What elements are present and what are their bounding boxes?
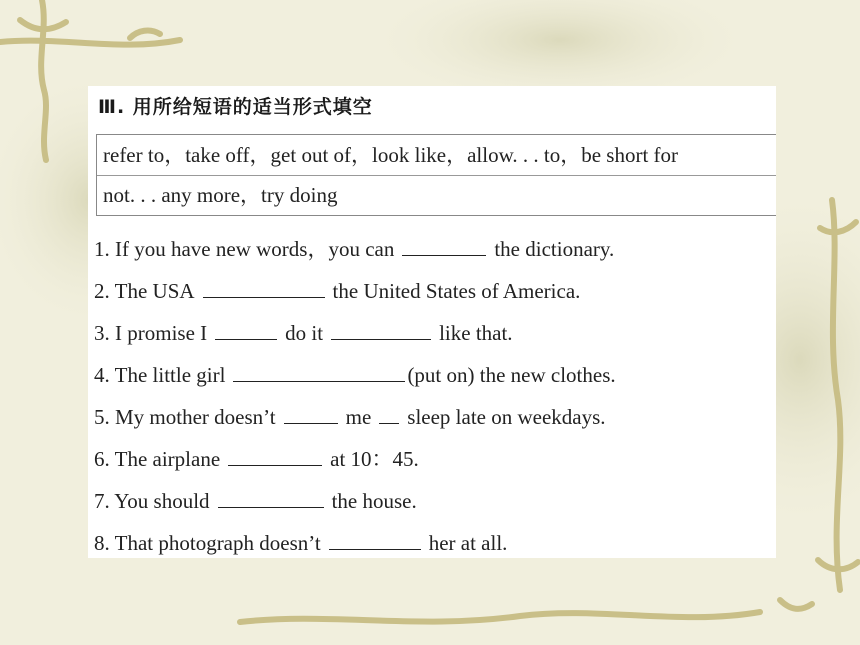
question-8 xyxy=(94,528,507,558)
question-text: My mother doesn’t xyxy=(115,405,276,429)
question-3 xyxy=(94,318,513,348)
phrase-row-2: not. . . any more，try doing xyxy=(103,183,338,207)
section-heading: Ⅲ. 用所给短语的适当形式填空 xyxy=(98,96,373,118)
answer-blank[interactable] xyxy=(402,235,486,256)
question-1 xyxy=(94,234,614,264)
phrase-box xyxy=(96,134,776,216)
question-number: 4. xyxy=(94,363,110,387)
answer-blank[interactable] xyxy=(228,445,322,466)
question-number: 2. xyxy=(94,279,110,303)
question-6 xyxy=(94,444,419,474)
question-4 xyxy=(94,360,616,390)
answer-blank[interactable] xyxy=(233,361,405,382)
phrase-row-1: refer to，take off，get out of，look like，allow. . . to，be short for xyxy=(103,143,679,167)
question-text: like that. xyxy=(439,321,513,345)
answer-blank[interactable] xyxy=(379,403,399,424)
question-text: (put on) the new clothes. xyxy=(407,363,616,387)
question-7 xyxy=(94,486,417,516)
answer-blank[interactable] xyxy=(329,529,421,550)
question-2 xyxy=(94,276,580,306)
question-number: 6. xyxy=(94,447,110,471)
question-text: You should xyxy=(114,489,210,513)
answer-blank[interactable] xyxy=(331,319,431,340)
question-text: sleep late on weekdays. xyxy=(407,405,606,429)
question-text: do it xyxy=(285,321,324,345)
exercise-sheet xyxy=(88,86,776,558)
answer-blank[interactable] xyxy=(284,403,338,424)
question-text: The airplane xyxy=(114,447,221,471)
question-number: 3. xyxy=(94,321,110,345)
question-text: If you have new words，you can xyxy=(115,237,395,261)
question-text: That photograph doesn’t xyxy=(114,531,321,555)
question-number: 7. xyxy=(94,489,110,513)
question-number: 8. xyxy=(94,531,110,555)
question-text: The little girl xyxy=(114,363,226,387)
question-text: at 10：45. xyxy=(330,447,419,471)
question-number: 5. xyxy=(94,405,110,429)
question-text: me xyxy=(345,405,372,429)
question-5 xyxy=(94,402,606,432)
question-text: the house. xyxy=(331,489,417,513)
question-text: I promise I xyxy=(115,321,208,345)
answer-blank[interactable] xyxy=(218,487,324,508)
question-text: The USA xyxy=(114,279,195,303)
question-text: the dictionary. xyxy=(494,237,615,261)
answer-blank[interactable] xyxy=(215,319,277,340)
question-text: the United States of America. xyxy=(332,279,581,303)
question-text: her at all. xyxy=(428,531,508,555)
question-number: 1. xyxy=(94,237,110,261)
answer-blank[interactable] xyxy=(203,277,325,298)
